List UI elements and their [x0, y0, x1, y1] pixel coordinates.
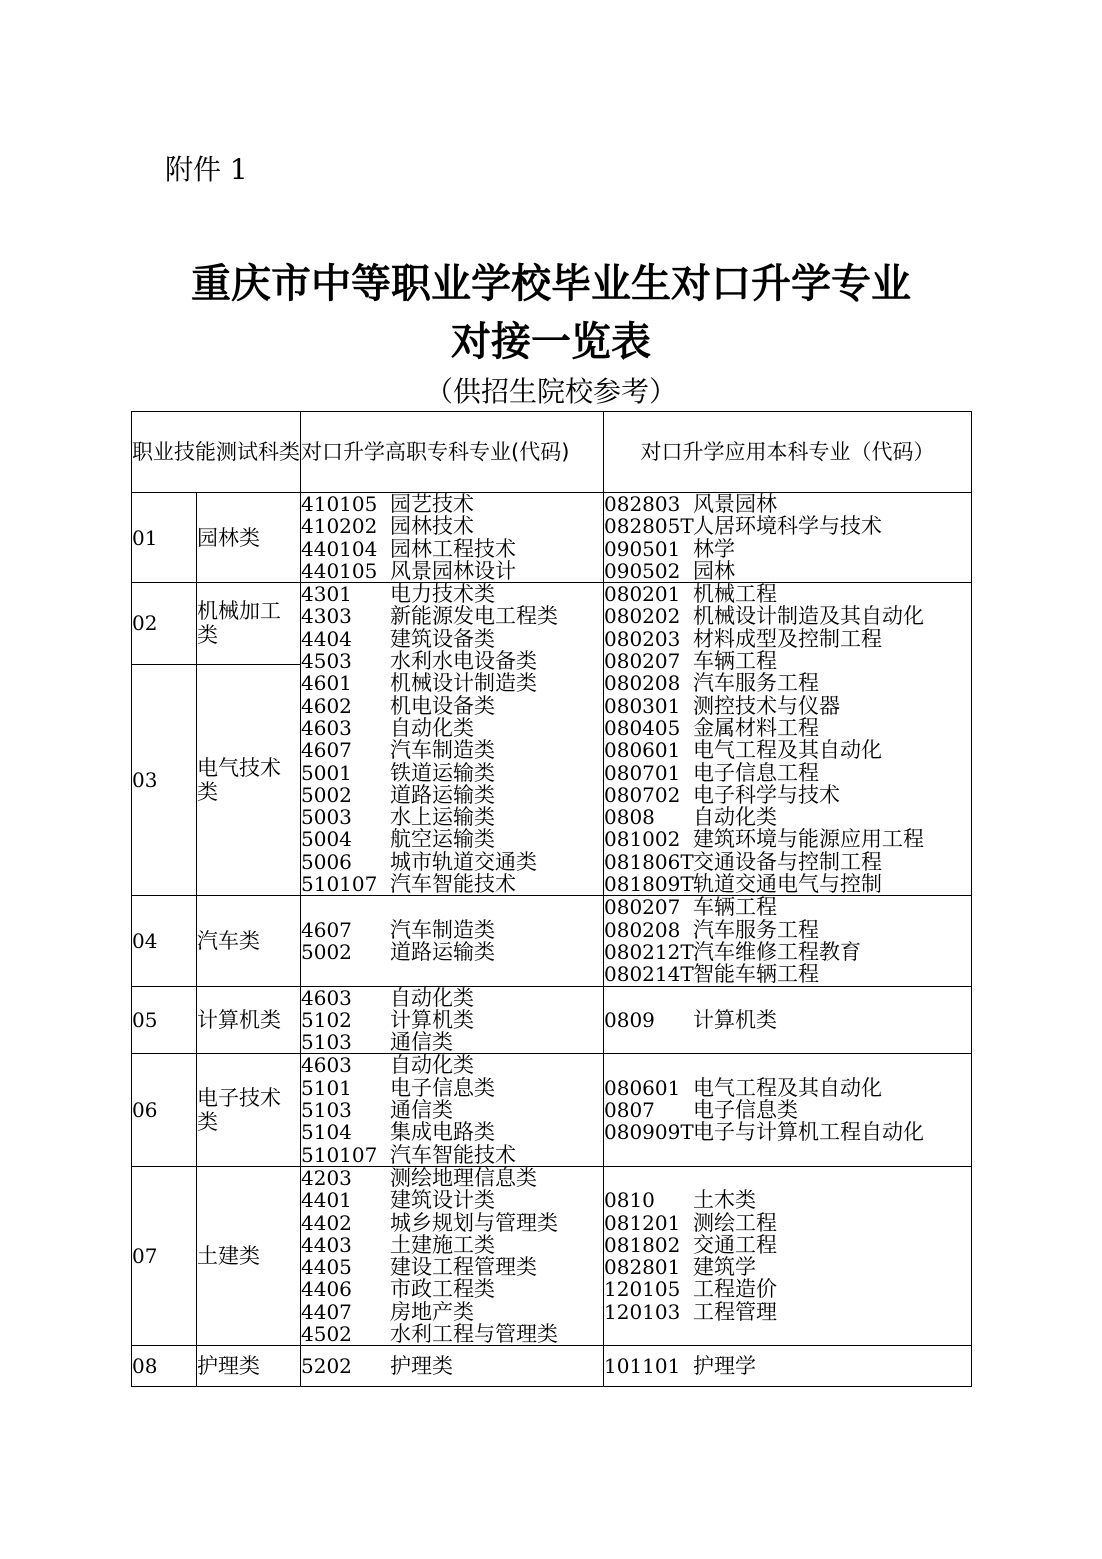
major-line [301, 672, 603, 694]
major-code: 120105 [604, 1278, 681, 1301]
major-line [604, 695, 971, 717]
major-line [604, 717, 971, 739]
major-name: 水利工程与管理类 [390, 1322, 558, 1346]
major-name: 电力技术类 [390, 583, 495, 606]
table-row [132, 1054, 972, 1166]
major-line [301, 1077, 603, 1099]
major-line [301, 538, 603, 560]
major-name: 人居环境科学与技术 [693, 515, 882, 538]
category-number: 01 [132, 493, 197, 583]
major-line [604, 941, 971, 963]
major-line [301, 1031, 603, 1053]
major-code: 4406 [301, 1278, 352, 1301]
major-code: 4603 [301, 1054, 352, 1077]
major-code: 4603 [301, 716, 352, 740]
major-name: 水利水电设备类 [390, 650, 537, 673]
major-name: 航空运输类 [390, 828, 495, 851]
major-name: 智能车辆工程 [693, 963, 819, 986]
major-name: 汽车维修工程教育 [693, 940, 861, 964]
major-name: 自动化类 [693, 806, 777, 829]
major-name: 电子信息类 [693, 1099, 798, 1122]
major-code: 4301 [301, 583, 352, 606]
major-name: 林学 [693, 537, 735, 560]
major-code: 4602 [301, 694, 352, 717]
major-line [301, 806, 603, 828]
major-code: 101101 [604, 1355, 681, 1378]
major-line [301, 493, 603, 515]
major-line [301, 560, 603, 582]
major-code: 080909T [604, 1121, 694, 1144]
page-title-line2: 对接一览表 [451, 319, 651, 365]
major-line [301, 1167, 603, 1189]
major-name: 道路运输类 [390, 940, 495, 964]
undergraduate-majors [604, 1166, 972, 1345]
major-name: 道路运输类 [390, 783, 495, 807]
vocational-majors [301, 1054, 604, 1166]
major-code: 5103 [301, 1099, 352, 1122]
major-name: 土建施工类 [390, 1233, 495, 1257]
major-name: 机械设计制造类 [390, 672, 537, 695]
table-row [132, 896, 972, 986]
major-name: 电气工程及其自动化 [693, 1076, 882, 1100]
major-code: 080207 [604, 650, 681, 673]
major-code: 5101 [301, 1076, 352, 1100]
major-code: 081802 [604, 1233, 681, 1257]
major-name: 机械工程 [693, 583, 777, 606]
major-name: 轨道交通电气与控制 [693, 873, 882, 896]
major-name: 城市轨道交通类 [390, 850, 537, 874]
major-line [301, 650, 603, 672]
major-code: 080701 [604, 761, 681, 784]
major-line [604, 583, 971, 605]
table-row [132, 493, 972, 583]
major-code: 510107 [301, 873, 378, 896]
major-code: 4402 [301, 1211, 352, 1234]
major-code: 0809 [604, 1008, 655, 1032]
major-code: 4607 [301, 739, 352, 762]
major-line [301, 1256, 603, 1278]
major-name: 电气工程及其自动化 [693, 739, 882, 762]
page-title-line1: 重庆市中等职业学校毕业生对口升学专业 [191, 261, 911, 307]
major-line [301, 515, 603, 537]
category-name: 园林类 [197, 493, 301, 583]
major-code: 082803 [604, 493, 681, 516]
major-line [604, 806, 971, 828]
major-name: 电子科学与技术 [693, 783, 840, 807]
major-code: 4603 [301, 986, 352, 1009]
category-number: 02 [132, 583, 197, 665]
major-code: 4405 [301, 1256, 352, 1279]
major-name: 电子与计算机工程自动化 [693, 1121, 924, 1144]
major-line [301, 1212, 603, 1234]
major-name: 建筑学 [693, 1256, 756, 1279]
category-name: 机械加工类 [197, 583, 301, 665]
undergraduate-majors [604, 493, 972, 583]
major-line [604, 1278, 971, 1300]
header-row [132, 412, 972, 493]
major-name: 建设工程管理类 [390, 1256, 537, 1279]
major-code: 4601 [301, 672, 352, 695]
category-number: 04 [132, 896, 197, 986]
major-line [301, 1144, 603, 1166]
major-code: 4403 [301, 1233, 352, 1257]
major-name: 交通工程 [693, 1233, 777, 1257]
major-line [604, 1189, 971, 1211]
major-line [301, 695, 603, 717]
undergraduate-majors [604, 1054, 972, 1166]
major-line [301, 873, 603, 895]
page-subtitle: （供招生院校参考） [424, 375, 677, 408]
major-line [604, 560, 971, 582]
major-mapping-table [131, 411, 972, 1387]
major-line [301, 1009, 603, 1031]
major-code: 080214T [604, 963, 694, 986]
major-code: 4401 [301, 1189, 352, 1212]
major-code: 5102 [301, 1008, 352, 1032]
major-code: 120103 [604, 1300, 681, 1323]
major-name: 工程管理 [693, 1300, 777, 1323]
major-code: 080601 [604, 739, 681, 762]
undergraduate-majors [604, 583, 972, 896]
major-name: 材料成型及控制工程 [693, 627, 882, 651]
category-number: 03 [132, 664, 197, 896]
major-line [301, 628, 603, 650]
major-line [604, 1234, 971, 1256]
major-name: 园林 [693, 559, 735, 583]
major-line [604, 963, 971, 985]
major-name: 园林技术 [390, 515, 474, 538]
major-code: 0808 [604, 806, 655, 829]
major-line [301, 1054, 603, 1076]
major-line [604, 672, 971, 694]
major-name: 市政工程类 [390, 1278, 495, 1301]
major-name: 建筑设计类 [390, 1189, 495, 1212]
major-code: 410105 [301, 493, 378, 516]
major-code: 440104 [301, 537, 378, 560]
major-line [301, 717, 603, 739]
major-name: 土木类 [693, 1189, 756, 1212]
major-line [604, 1009, 971, 1031]
undergraduate-majors [604, 986, 972, 1054]
major-line [604, 1077, 971, 1099]
major-code: 5202 [301, 1355, 352, 1378]
header-vocational: 对口升学高职专科专业(代码) [301, 412, 604, 493]
major-line [604, 851, 971, 873]
major-code: 080201 [604, 583, 681, 606]
major-code: 4303 [301, 605, 352, 628]
table-row [132, 1166, 972, 1345]
vocational-majors [301, 986, 604, 1054]
category-number: 06 [132, 1054, 197, 1166]
major-name: 汽车智能技术 [390, 1143, 516, 1166]
major-name: 自动化类 [390, 986, 474, 1009]
major-name: 园艺技术 [390, 493, 474, 516]
header-undergraduate: 对口升学应用本科专业（代码） [604, 412, 972, 493]
major-code: 080405 [604, 716, 681, 740]
major-line [301, 1099, 603, 1121]
major-name: 测绘地理信息类 [390, 1166, 537, 1190]
major-code: 080202 [604, 605, 681, 628]
major-code: 4503 [301, 650, 352, 673]
major-code: 080208 [604, 672, 681, 695]
major-name: 机电设备类 [390, 694, 495, 717]
major-name: 金属材料工程 [693, 716, 819, 740]
major-name: 电子信息工程 [693, 761, 819, 784]
major-line [301, 762, 603, 784]
major-line [604, 650, 971, 672]
major-line [604, 762, 971, 784]
major-code: 081201 [604, 1211, 681, 1234]
major-name: 自动化类 [390, 1054, 474, 1077]
category-name: 电气技术类 [197, 664, 301, 896]
category-number: 08 [132, 1346, 197, 1387]
major-line [301, 1323, 603, 1345]
major-code: 081806T [604, 850, 694, 874]
major-name: 汽车智能技术 [390, 873, 516, 896]
major-code: 5003 [301, 806, 352, 829]
major-line [604, 605, 971, 627]
major-name: 自动化类 [390, 716, 474, 740]
table-row [132, 583, 972, 665]
category-name: 土建类 [197, 1166, 301, 1345]
major-line [301, 851, 603, 873]
major-code: 4404 [301, 627, 352, 651]
major-line [301, 605, 603, 627]
vocational-majors [301, 896, 604, 986]
major-code: 5002 [301, 783, 352, 807]
major-code: 4407 [301, 1300, 352, 1323]
major-line [604, 828, 971, 850]
major-code: 0807 [604, 1099, 655, 1122]
major-line [301, 987, 603, 1009]
major-line [301, 919, 603, 941]
major-line [604, 1355, 971, 1377]
major-line [301, 1355, 603, 1377]
category-number: 05 [132, 986, 197, 1054]
major-name: 园林工程技术 [390, 537, 516, 560]
major-name: 铁道运输类 [390, 761, 495, 784]
major-code: 5002 [301, 940, 352, 964]
major-name: 风景园林 [693, 493, 777, 516]
major-code: 510107 [301, 1143, 378, 1166]
undergraduate-majors [604, 896, 972, 986]
major-code: 5104 [301, 1121, 352, 1144]
major-code: 080207 [604, 896, 681, 919]
major-code: 080601 [604, 1076, 681, 1100]
major-code: 080212T [604, 940, 694, 964]
major-name: 交通设备与控制工程 [693, 850, 882, 874]
major-code: 5006 [301, 850, 352, 874]
major-name: 汽车服务工程 [693, 918, 819, 941]
major-name: 机械设计制造及其自动化 [693, 605, 924, 628]
table-row [132, 986, 972, 1054]
major-line [604, 739, 971, 761]
major-name: 工程造价 [693, 1278, 777, 1301]
major-code: 081002 [604, 828, 681, 851]
major-code: 5103 [301, 1031, 352, 1054]
major-name: 汽车制造类 [390, 739, 495, 762]
major-name: 建筑设备类 [390, 627, 495, 651]
major-name: 汽车服务工程 [693, 672, 819, 695]
header-category: 职业技能测试科类 [132, 412, 301, 493]
major-line [604, 1212, 971, 1234]
major-line [301, 828, 603, 850]
major-code: 090502 [604, 559, 681, 583]
major-name: 集成电路类 [390, 1121, 495, 1144]
category-name: 护理类 [197, 1346, 301, 1387]
major-code: 082801 [604, 1256, 681, 1279]
major-code: 4203 [301, 1166, 352, 1190]
major-line [301, 1278, 603, 1300]
undergraduate-majors [604, 1346, 972, 1387]
major-line [604, 784, 971, 806]
major-line [604, 538, 971, 560]
major-line [604, 1121, 971, 1143]
major-line [604, 1301, 971, 1323]
major-code: 080301 [604, 694, 681, 717]
major-code: 080203 [604, 627, 681, 651]
major-code: 4607 [301, 918, 352, 941]
major-name: 测绘工程 [693, 1211, 777, 1234]
major-line [301, 1121, 603, 1143]
major-line [604, 919, 971, 941]
category-name: 电子技术类 [197, 1054, 301, 1166]
major-name: 通信类 [390, 1031, 453, 1054]
major-name: 风景园林设计 [390, 559, 516, 583]
category-name: 汽车类 [197, 896, 301, 986]
major-code: 5001 [301, 761, 352, 784]
major-line [604, 896, 971, 918]
major-line [604, 515, 971, 537]
category-name: 计算机类 [197, 986, 301, 1054]
category-number: 07 [132, 1166, 197, 1345]
major-name: 汽车制造类 [390, 918, 495, 941]
major-name: 计算机类 [390, 1008, 474, 1032]
major-line [604, 493, 971, 515]
major-line [301, 1234, 603, 1256]
major-line [301, 941, 603, 963]
vocational-majors [301, 493, 604, 583]
major-code: 410202 [301, 515, 378, 538]
major-name: 电子信息类 [390, 1076, 495, 1100]
major-name: 建筑环境与能源应用工程 [693, 828, 924, 851]
vocational-majors [301, 1166, 604, 1345]
major-line [301, 739, 603, 761]
major-name: 车辆工程 [693, 650, 777, 673]
major-line [604, 873, 971, 895]
major-line [604, 628, 971, 650]
major-code: 440105 [301, 559, 378, 583]
major-name: 测控技术与仪器 [693, 694, 840, 717]
major-name: 房地产类 [390, 1300, 474, 1323]
major-name: 护理类 [390, 1355, 453, 1378]
major-code: 4502 [301, 1322, 352, 1346]
major-name: 新能源发电工程类 [390, 605, 558, 628]
major-line [604, 1256, 971, 1278]
major-line [301, 784, 603, 806]
major-line [301, 1301, 603, 1323]
major-code: 5004 [301, 828, 352, 851]
major-name: 护理学 [693, 1355, 756, 1378]
vocational-majors [301, 1346, 604, 1387]
major-name: 城乡规划与管理类 [390, 1211, 558, 1234]
major-line [301, 583, 603, 605]
major-code: 080702 [604, 783, 681, 807]
vocational-majors [301, 583, 604, 896]
major-line [301, 1189, 603, 1211]
major-line [604, 1099, 971, 1121]
major-name: 水上运输类 [390, 806, 495, 829]
major-name: 通信类 [390, 1099, 453, 1122]
major-name: 计算机类 [693, 1008, 777, 1032]
major-code: 090501 [604, 537, 681, 560]
annex-label: 附件 1 [165, 153, 248, 186]
major-code: 081809T [604, 873, 694, 896]
major-code: 080208 [604, 918, 681, 941]
major-name: 车辆工程 [693, 896, 777, 919]
table-row [132, 1346, 972, 1387]
major-code: 082805T [604, 515, 694, 538]
major-code: 0810 [604, 1189, 655, 1212]
